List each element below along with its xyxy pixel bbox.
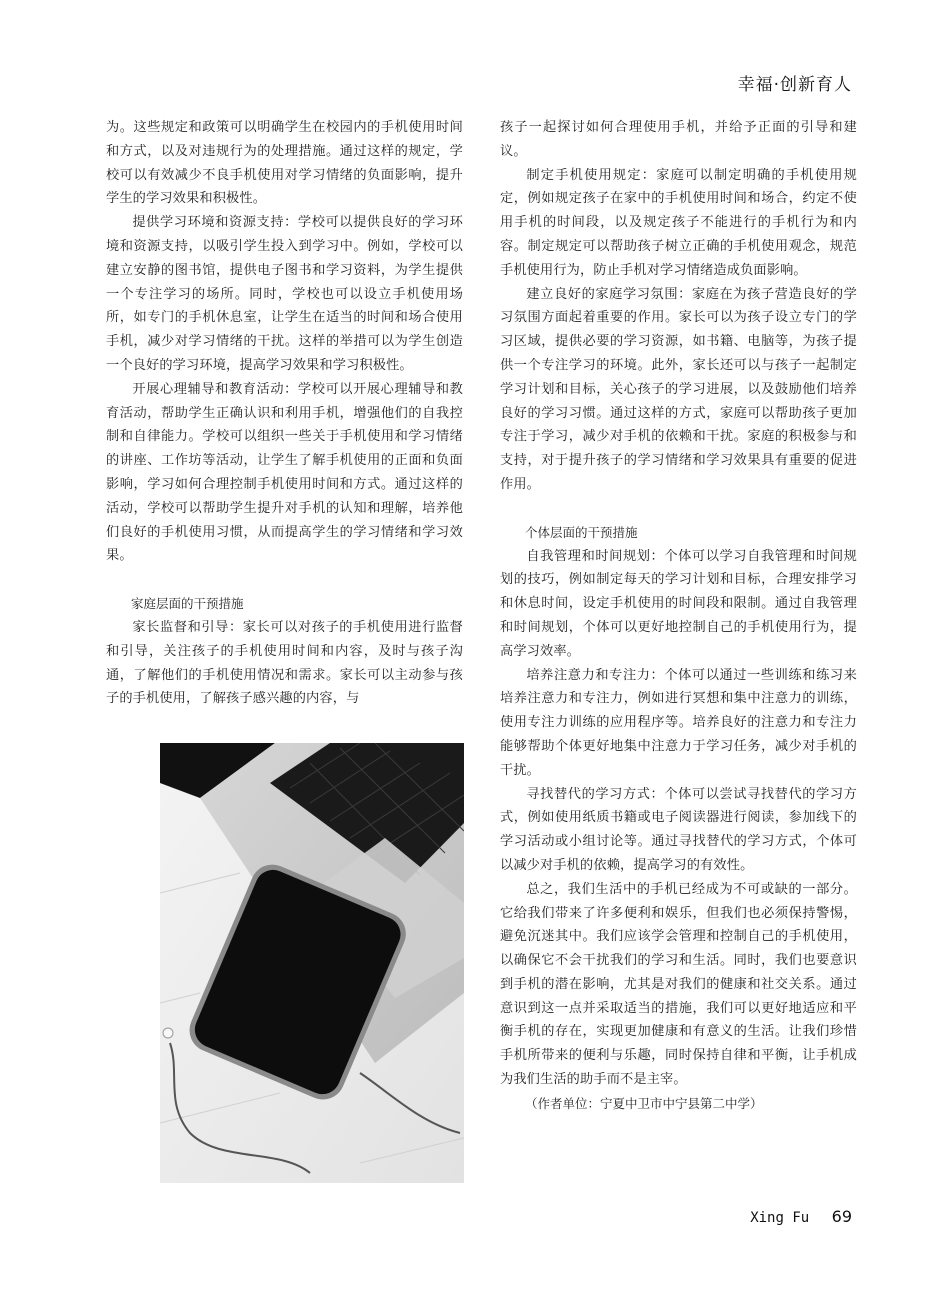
footer-label: Xing Fu (750, 1210, 810, 1226)
paragraph: 寻找替代的学习方式：个体可以尝试寻找替代的学习方式，例如使用纸质书籍或电子阅读器进行阅读，参加线下的学习活动或小组讨论等。通过寻找替代的学习方式，个体可以减少对手机的依赖，提高学习的有效性。 (500, 786, 857, 873)
left-column (106, 116, 463, 711)
page-footer (750, 1207, 852, 1226)
section-heading-family: 家庭层面的干预措施 (131, 596, 244, 612)
section-gap (500, 497, 857, 521)
section-gap (106, 568, 463, 592)
paragraph: 建立良好的家庭学习氛围：家庭在为孩子营造良好的学习氛围方面起着重要的作用。家长可以为孩子设立专门的学习区域，提供必要的学习资源，如书籍、电脑等，为孩子提供一个专注学习的环境。此外，家长还可以与孩子一起制定学习计划和目标，关心孩子的学习进展，以及鼓励他们培养良好的学习习惯。通过这样的方式，家庭可以帮助孩子更加专注于学习，减少对手机的依赖和干扰。家庭的积极参与和支持，对于提升孩子的学习情绪和学习效果具有重要的促进作用。 (500, 286, 857, 492)
paragraph: 培养注意力和专注力：个体可以通过一些训练和练习来培养注意力和专注力，例如进行冥想和集中注意力的训练，使用专注力训练的应用程序等。培养良好的注意力和专注力能够帮助个体更好地集中注意力于学习任务，减少对手机的干扰。 (500, 667, 857, 778)
paragraph: 为。这些规定和政策可以明确学生在校园内的手机使用时间和方式，以及对违规行为的处理措施。通过这样的规定，学校可以有效减少不良手机使用对学习情绪的负面影响，提升学生的学习效果和积极性。 (106, 120, 463, 207)
author-affiliation: （作者单位：宁夏中卫市中宁县第二中学） (525, 1095, 763, 1111)
paragraph: 自我管理和时间规划：个体可以学习自我管理和时间规划的技巧，例如制定每天的学习计划和目标，合理安排学习和休息时间，设定手机使用的时间段和限制。通过自我管理和时间规划，个体可以更好地控制自己的手机使用行为，提高学习效率。 (500, 548, 857, 659)
paragraph: 提供学习环境和资源支持：学校可以提供良好的学习环境和资源支持，以吸引学生投入到学习中。例如，学校可以建立安静的图书馆，提供电子图书和学习资料，为学生提供一个专注学习的场所。同时，学校也可以设立手机使用场所，如专门的手机休息室，让学生在适当的时间和场合使用手机，减少对学习情绪的干扰。这样的举措可以为学生创造一个良好的学习环境，提高学习效果和学习积极性。 (106, 215, 463, 373)
paragraph: 制定手机使用规定：家庭可以制定明确的手机使用规定，例如规定孩子在家中的手机使用时间和场合，约定不使用手机的时间段，以及规定孩子不能进行的手机行为和内容。制定规定可以帮助孩子树立正确的手机使用观念，规范手机使用行为，防止手机对学习情绪造成负面影响。 (500, 167, 857, 278)
paragraph: 家长监督和引导：家长可以对孩子的手机使用进行监督和引导，关注孩子的手机使用时间和内容，及时与孩子沟通，了解他们的手机使用情况和需求。家长可以主动参与孩子的手机使用，了解孩子感兴趣的内容，与 (106, 619, 463, 707)
right-column (500, 116, 857, 1116)
page-number: 69 (831, 1207, 852, 1226)
paragraph: 孩子一起探讨如何合理使用手机，并给予正面的引导和建议。 (500, 120, 857, 159)
running-header: 幸福·创新育人 (737, 75, 852, 95)
paragraph: 开展心理辅导和教育活动：学校可以开展心理辅导和教育活动，帮助学生正确认识和利用手机，增强他们的自我控制和自律能力。学校可以组织一些关于手机使用和学习情绪的讲座、工作坊等活动，让学生了解手机使用的正面和负面影响，学习如何合理控制手机使用时间和方式。通过这样的活动，学校可以帮助学生提升对手机的认知和理解，培养他们良好的手机使用习惯，从而提高学生的学习情绪和学习效果。 (106, 381, 463, 564)
paragraph: 总之，我们生活中的手机已经成为不可或缺的一部分。它给我们带来了许多便利和娱乐，但我们也必须保持警惕，避免沉迷其中。我们应该学会管理和控制自己的手机使用，以确保它不会干扰我们的学习和生活。同时，我们也要意识到手机的潜在影响，尤其是对我们的健康和社交关系。通过意识到这一点并采取适当的措施，我们可以更好地适应和平衡手机的存在，实现更加健康和有意义的生活。让我们珍惜手机所带来的便利与乐趣，同时保持自律和平衡，让手机成为我们生活的助手而不是主宰。 (500, 881, 857, 1088)
section-heading-individual: 个体层面的干预措施 (525, 524, 638, 540)
photo-illustration (160, 743, 464, 1183)
laptop-phone-photo (160, 743, 464, 1183)
